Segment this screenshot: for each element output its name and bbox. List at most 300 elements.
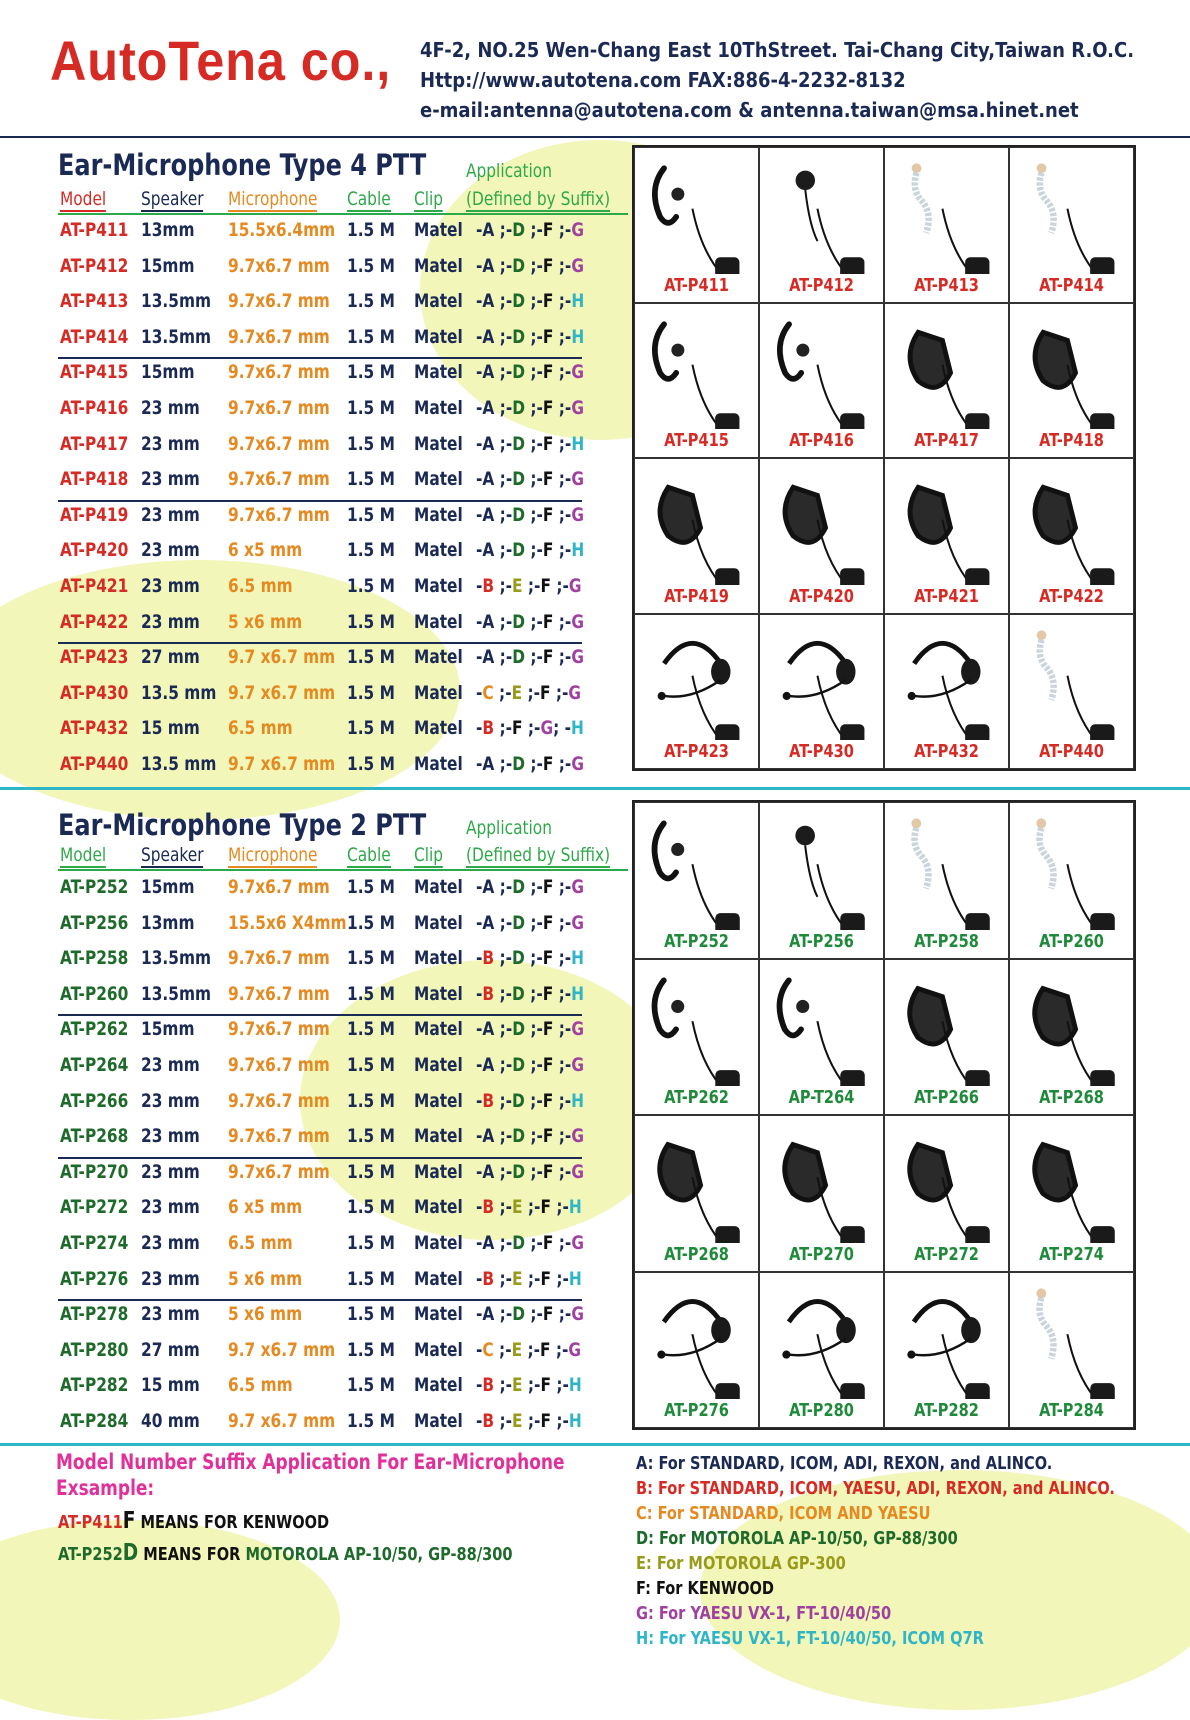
earphone-image xyxy=(766,807,877,930)
cell-application: -B ;-D ;-F ;-H xyxy=(476,1089,585,1112)
cell-cable: 1.5 M xyxy=(347,1054,395,1076)
cell-application: -B ;-E ;-F ;-H xyxy=(476,1267,582,1290)
cell-model: AT-P278 xyxy=(60,1303,129,1326)
table-row xyxy=(0,1018,640,1048)
cell-cable: 1.5 M xyxy=(347,982,395,1005)
cell-cable: 1.5 M xyxy=(347,325,395,348)
product-photo-cell xyxy=(1009,1115,1134,1272)
cell-clip: Matel xyxy=(414,1303,463,1326)
company-email[interactable]: e-mail:antenna@autotena.com & antenna.taiwan@msa.hinet.net xyxy=(420,98,1079,122)
product-photo-cell xyxy=(1009,303,1134,459)
product-photo-label: AT-P274 xyxy=(1039,1243,1104,1265)
table-row xyxy=(0,1268,640,1298)
cell-cable: 1.5 M xyxy=(347,575,395,597)
cell-clip: Matel xyxy=(414,1196,463,1219)
col-suffix: (Defined by Suffix) xyxy=(466,844,611,866)
earphone-image xyxy=(766,308,877,430)
table-row xyxy=(0,682,640,712)
cell-clip: Matel xyxy=(414,1054,463,1076)
cell-microphone: 9.7x6.7 mm xyxy=(228,876,330,898)
cell-model: AT-P414 xyxy=(60,325,129,348)
cell-cable: 1.5 M xyxy=(347,1267,395,1290)
suffix-legend-item: C: For STANDARD, ICOM AND YAESU xyxy=(636,1503,931,1524)
cell-speaker: 23 mm xyxy=(141,1089,200,1112)
product-photo-cell xyxy=(634,614,759,770)
product-photo-label: AT-P419 xyxy=(664,585,729,607)
cell-microphone: 6.5 mm xyxy=(228,1232,293,1254)
example-label: Exsample: xyxy=(56,1476,155,1500)
cell-clip: Matel xyxy=(414,911,463,934)
cell-model: AT-P268 xyxy=(60,1125,129,1148)
cell-clip: Matel xyxy=(414,1267,463,1290)
example-1-brand: KENWOOD xyxy=(242,1512,330,1533)
table-row xyxy=(0,468,640,498)
cell-microphone: 9.7x6.7 mm xyxy=(228,325,330,348)
cell-application: -C ;-E ;-F ;-G xyxy=(476,681,582,704)
section1-title: Ear-Microphone Type 4 PTT xyxy=(58,148,427,182)
cell-application: -A ;-D ;-F ;-G xyxy=(476,876,584,898)
product-photo-label: AT-P270 xyxy=(789,1243,854,1265)
table-row xyxy=(0,326,640,356)
col-model: Model xyxy=(60,188,107,210)
cell-model: AT-P413 xyxy=(60,290,129,313)
product-photo-label: AT-P418 xyxy=(1039,430,1104,451)
cell-model: AT-P440 xyxy=(60,753,129,775)
table-row xyxy=(0,947,640,977)
cell-clip: Matel xyxy=(414,1232,463,1254)
cell-cable: 1.5 M xyxy=(347,1160,395,1183)
cell-cable: 1.5 M xyxy=(347,1410,395,1432)
cell-application: -C ;-E ;-F ;-G xyxy=(476,1338,582,1361)
cell-speaker: 13mm xyxy=(141,911,195,934)
product-photo-cell xyxy=(634,1115,759,1272)
earphone-image xyxy=(891,308,1002,430)
table-row xyxy=(0,1161,640,1191)
product-photo-label: AT-P260 xyxy=(1039,930,1104,952)
product-photo-label: AT-P413 xyxy=(914,274,979,296)
cell-model: AT-P260 xyxy=(60,982,129,1005)
product-photo-label: AT-P422 xyxy=(1039,585,1104,607)
cell-application: -B ;-F ;-G; -H xyxy=(476,717,584,740)
cell-microphone: 6.5 mm xyxy=(228,1374,293,1397)
cell-clip: Matel xyxy=(414,575,463,597)
earphone-image xyxy=(766,964,877,1087)
product-photo-cell xyxy=(634,147,759,303)
cell-microphone: 6 x5 mm xyxy=(228,539,303,562)
cell-clip: Matel xyxy=(414,1160,463,1183)
cell-microphone: 9.7x6.7 mm xyxy=(228,432,330,455)
cell-speaker: 13.5mm xyxy=(141,325,212,348)
product-photo-label: AT-P415 xyxy=(664,430,729,451)
table-row xyxy=(0,1232,640,1262)
cell-clip: Matel xyxy=(414,539,463,562)
product-photo-cell xyxy=(884,802,1009,959)
table-row xyxy=(0,1054,640,1084)
cell-model: AT-P423 xyxy=(60,646,129,669)
group-divider xyxy=(58,357,582,359)
cell-clip: Matel xyxy=(414,947,463,970)
company-name: AutoTena co., xyxy=(50,29,392,92)
product-photo-cell xyxy=(759,147,884,303)
col-clip: Clip xyxy=(414,844,444,866)
product-photo-cell xyxy=(759,959,884,1116)
cell-speaker: 23 mm xyxy=(141,539,200,562)
cell-application: -A ;-D ;-F ;-G xyxy=(476,468,584,491)
cell-model: AT-P274 xyxy=(60,1232,129,1254)
cell-speaker: 23 mm xyxy=(141,1125,200,1148)
cell-cable: 1.5 M xyxy=(347,717,395,740)
cell-clip: Matel xyxy=(414,290,463,313)
cell-application: -A ;-D ;-F ;-G xyxy=(476,911,584,934)
cell-clip: Matel xyxy=(414,1125,463,1148)
cell-model: AT-P415 xyxy=(60,361,129,384)
product-photo-cell xyxy=(884,1272,1009,1429)
cell-application: -B ;-D ;-F ;-H xyxy=(476,982,585,1005)
cell-model: AT-P420 xyxy=(60,539,129,562)
cell-microphone: 9.7x6.7 mm xyxy=(228,290,330,313)
col-cable: Cable xyxy=(347,188,391,210)
cell-application: -B ;-E ;-F ;-G xyxy=(476,575,582,597)
cell-speaker: 13.5mm xyxy=(141,982,212,1005)
section1-photo-grid xyxy=(632,145,1136,771)
earphone-image xyxy=(641,807,752,930)
example-2 xyxy=(58,1540,513,1566)
earphone-image xyxy=(891,964,1002,1087)
earphone-image xyxy=(891,807,1002,930)
cell-application: -A ;-D ;-F ;-G xyxy=(476,1125,584,1148)
earphone-image xyxy=(891,619,1002,741)
product-photo-cell xyxy=(1009,614,1134,770)
cell-speaker: 13mm xyxy=(141,219,195,241)
cell-model: AT-P266 xyxy=(60,1089,129,1112)
cell-application: -A ;-D ;-F ;-G xyxy=(476,1303,584,1326)
product-photo-label: AT-P282 xyxy=(914,1400,979,1421)
cell-cable: 1.5 M xyxy=(347,1125,395,1148)
cell-microphone: 5 x6 mm xyxy=(228,610,303,633)
cell-clip: Matel xyxy=(414,753,463,775)
cell-cable: 1.5 M xyxy=(347,1374,395,1397)
product-photo-label: AT-P416 xyxy=(789,430,854,451)
cell-microphone: 9.7x6.7 mm xyxy=(228,1089,330,1112)
cell-model: AT-P411 xyxy=(60,219,129,241)
earphone-image xyxy=(1016,1277,1127,1400)
cell-microphone: 15.5x6.4mm xyxy=(228,219,336,241)
cell-clip: Matel xyxy=(414,646,463,669)
cell-microphone: 9.7 x6.7 mm xyxy=(228,753,336,775)
cell-microphone: 9.7x6.7 mm xyxy=(228,361,330,384)
suffix-legend-item: E: For MOTOROLA GP-300 xyxy=(636,1553,846,1574)
cell-model: AT-P419 xyxy=(60,503,129,526)
table-row xyxy=(0,1125,640,1155)
product-photo-label: AT-P417 xyxy=(914,430,979,451)
cell-clip: Matel xyxy=(414,1089,463,1112)
cell-application: -A ;-D ;-F ;-G xyxy=(476,1054,584,1076)
cell-clip: Matel xyxy=(414,325,463,348)
table-row xyxy=(0,1374,640,1404)
product-photo-cell xyxy=(884,458,1009,614)
cell-cable: 1.5 M xyxy=(347,468,395,491)
cell-clip: Matel xyxy=(414,503,463,526)
col-speaker: Speaker xyxy=(141,188,204,210)
cell-speaker: 15mm xyxy=(141,361,195,384)
table-row xyxy=(0,1339,640,1369)
cell-cable: 1.5 M xyxy=(347,1338,395,1361)
product-photo-cell xyxy=(634,959,759,1116)
product-photo-label: AT-P432 xyxy=(914,741,979,762)
cell-application: -A ;-D ;-F ;-G xyxy=(476,254,584,277)
product-photo-label: AT-P423 xyxy=(664,741,729,762)
cell-model: AT-P262 xyxy=(60,1018,129,1041)
table-row xyxy=(0,912,640,942)
cell-speaker: 15 mm xyxy=(141,1374,200,1397)
cell-microphone: 9.7 x6.7 mm xyxy=(228,681,336,704)
cell-clip: Matel xyxy=(414,1374,463,1397)
earphone-image xyxy=(1016,308,1127,430)
cell-cable: 1.5 M xyxy=(347,254,395,277)
product-photo-label: AT-P252 xyxy=(664,930,729,952)
product-photo-label: AT-P421 xyxy=(914,585,979,607)
product-photo-cell xyxy=(884,303,1009,459)
earphone-image xyxy=(891,1277,1002,1400)
cell-application: -A ;-D ;-F ;-G xyxy=(476,219,584,241)
header-divider xyxy=(0,136,1190,138)
cell-clip: Matel xyxy=(414,1018,463,1041)
cell-clip: Matel xyxy=(414,1410,463,1432)
earphone-image xyxy=(1016,964,1127,1087)
cell-speaker: 23 mm xyxy=(141,503,200,526)
product-photo-cell xyxy=(634,458,759,614)
earphone-image xyxy=(891,1120,1002,1243)
section2-header-underline xyxy=(58,869,628,871)
section1-application-label: Application xyxy=(466,160,552,182)
cell-microphone: 9.7x6.7 mm xyxy=(228,947,330,970)
section2-photo-grid xyxy=(632,800,1136,1430)
table-row xyxy=(0,753,640,783)
cell-model: AT-P418 xyxy=(60,468,129,491)
cell-model: AT-P284 xyxy=(60,1410,129,1432)
cell-speaker: 15mm xyxy=(141,1018,195,1041)
table-row xyxy=(0,717,640,747)
cell-speaker: 15mm xyxy=(141,254,195,277)
earphone-image xyxy=(766,1120,877,1243)
company-web-fax[interactable]: Http://www.autotena.com FAX:886-4-2232-8132 xyxy=(420,68,906,92)
table-row xyxy=(0,575,640,605)
example-2-brand: MOTOROLA AP-10/50, GP-88/300 xyxy=(245,1544,513,1565)
cell-speaker: 15 mm xyxy=(141,717,200,740)
cell-application: -B ;-E ;-F ;-H xyxy=(476,1410,582,1432)
product-photo-cell xyxy=(634,303,759,459)
cell-clip: Matel xyxy=(414,468,463,491)
example-2-letter: D xyxy=(122,1540,139,1566)
cell-cable: 1.5 M xyxy=(347,947,395,970)
product-photo-cell xyxy=(884,1115,1009,1272)
product-photo-label: AT-P440 xyxy=(1039,741,1104,762)
table-row xyxy=(0,539,640,569)
earphone-image xyxy=(641,152,752,274)
product-photo-cell xyxy=(1009,458,1134,614)
cell-microphone: 5 x6 mm xyxy=(228,1303,303,1326)
cell-application: -A ;-D ;-F ;-G xyxy=(476,1018,584,1041)
group-divider xyxy=(58,1014,582,1016)
table-row xyxy=(0,646,640,676)
cell-cable: 1.5 M xyxy=(347,610,395,633)
product-photo-cell xyxy=(884,614,1009,770)
cell-clip: Matel xyxy=(414,432,463,455)
cell-microphone: 9.7x6.7 mm xyxy=(228,1018,330,1041)
earphone-image xyxy=(1016,619,1127,741)
cell-speaker: 23 mm xyxy=(141,610,200,633)
cell-cable: 1.5 M xyxy=(347,753,395,775)
cell-cable: 1.5 M xyxy=(347,911,395,934)
example-2-means: MEANS FOR xyxy=(138,1544,246,1565)
suffix-title: Model Number Suffix Application For Ear-Microphone xyxy=(56,1450,565,1474)
cell-model: AT-P280 xyxy=(60,1338,129,1361)
cell-cable: 1.5 M xyxy=(347,1232,395,1254)
cell-clip: Matel xyxy=(414,610,463,633)
section-divider xyxy=(0,1443,1190,1446)
cell-model: AT-P256 xyxy=(60,911,129,934)
cell-application: -A ;-D ;-F ;-G xyxy=(476,646,584,669)
product-photo-cell xyxy=(634,802,759,959)
cell-model: AT-P422 xyxy=(60,610,129,633)
cell-microphone: 15.5x6 X4mm xyxy=(228,911,347,934)
section1-header-underline xyxy=(58,213,628,215)
product-photo-cell xyxy=(884,959,1009,1116)
table-row xyxy=(0,876,640,906)
cell-microphone: 9.7x6.7 mm xyxy=(228,468,330,491)
cell-speaker: 23 mm xyxy=(141,575,200,597)
cell-clip: Matel xyxy=(414,681,463,704)
table-row xyxy=(0,1090,640,1120)
cell-cable: 1.5 M xyxy=(347,397,395,419)
cell-microphone: 6.5 mm xyxy=(228,575,293,597)
earphone-image xyxy=(641,619,752,741)
product-photo-cell xyxy=(884,147,1009,303)
section2-application-label: Application xyxy=(466,817,552,839)
cell-application: -A ;-D ;-F ;-G xyxy=(476,610,584,633)
product-photo-label: AT-P411 xyxy=(664,274,729,296)
earphone-image xyxy=(891,463,1002,585)
table-row xyxy=(0,504,640,534)
cell-model: AT-P417 xyxy=(60,432,129,455)
product-photo-cell xyxy=(634,1272,759,1429)
suffix-legend-item: F: For KENWOOD xyxy=(636,1578,774,1599)
cell-application: -A ;-D ;-F ;-G xyxy=(476,397,584,419)
earphone-image xyxy=(1016,807,1127,930)
cell-cable: 1.5 M xyxy=(347,681,395,704)
company-address: 4F-2, NO.25 Wen-Chang East 10ThStreet. Tai-Chang City,Taiwan R.O.C. xyxy=(420,38,1135,62)
earphone-image xyxy=(641,1120,752,1243)
product-photo-cell xyxy=(759,303,884,459)
cell-model: AT-P258 xyxy=(60,947,129,970)
cell-microphone: 6 x5 mm xyxy=(228,1196,303,1219)
cell-microphone: 9.7x6.7 mm xyxy=(228,1054,330,1076)
table-row xyxy=(0,361,640,391)
cell-clip: Matel xyxy=(414,717,463,740)
earphone-image xyxy=(766,152,877,274)
suffix-legend-item: B: For STANDARD, ICOM, YAESU, ADI, REXON, and ALINCO. xyxy=(636,1478,1115,1499)
cell-speaker: 23 mm xyxy=(141,1196,200,1219)
group-divider xyxy=(58,500,582,502)
cell-model: AT-P282 xyxy=(60,1374,129,1397)
cell-application: -A ;-D ;-F ;-G xyxy=(476,503,584,526)
cell-model: AT-P276 xyxy=(60,1267,129,1290)
cell-speaker: 23 mm xyxy=(141,432,200,455)
suffix-legend-item: A: For STANDARD, ICOM, ADI, REXON, and ALINCO. xyxy=(636,1453,1053,1474)
cell-cable: 1.5 M xyxy=(347,646,395,669)
cell-clip: Matel xyxy=(414,219,463,241)
cell-application: -A ;-D ;-F ;-G xyxy=(476,1232,584,1254)
earphone-image xyxy=(641,463,752,585)
product-photo-label: AT-P412 xyxy=(789,274,854,296)
group-divider xyxy=(58,1157,582,1159)
cell-clip: Matel xyxy=(414,397,463,419)
cell-speaker: 13.5 mm xyxy=(141,681,217,704)
col-microphone: Microphone xyxy=(228,188,318,210)
cell-microphone: 9.7x6.7 mm xyxy=(228,1125,330,1148)
cell-microphone: 9.7 x6.7 mm xyxy=(228,1410,336,1432)
product-photo-cell xyxy=(759,802,884,959)
cell-speaker: 15mm xyxy=(141,876,195,898)
table-row xyxy=(0,433,640,463)
product-photo-label: AT-P256 xyxy=(789,930,854,952)
earphone-image xyxy=(1016,1120,1127,1243)
cell-microphone: 9.7x6.7 mm xyxy=(228,503,330,526)
product-photo-cell xyxy=(1009,147,1134,303)
suffix-legend-item: H: For YAESU VX-1, FT-10/40/50, ICOM Q7R xyxy=(636,1628,984,1649)
cell-speaker: 13.5 mm xyxy=(141,753,217,775)
cell-model: AT-P432 xyxy=(60,717,129,740)
earphone-image xyxy=(891,152,1002,274)
product-photo-cell xyxy=(1009,959,1134,1116)
earphone-image xyxy=(1016,152,1127,274)
example-1-model: AT-P411 xyxy=(58,1512,123,1533)
cell-application: -A ;-D ;-F ;-G xyxy=(476,1160,584,1183)
section2-title: Ear-Microphone Type 2 PTT xyxy=(58,808,427,842)
product-photo-label: AT-P258 xyxy=(914,930,979,952)
cell-microphone: 9.7x6.7 mm xyxy=(228,397,330,419)
cell-application: -B ;-E ;-F ;-H xyxy=(476,1196,582,1219)
example-1-means: MEANS FOR xyxy=(135,1512,243,1533)
table-row xyxy=(0,290,640,320)
cell-application: -A ;-D ;-F ;-H xyxy=(476,432,585,455)
cell-microphone: 9.7 x6.7 mm xyxy=(228,1338,336,1361)
example-1 xyxy=(58,1508,329,1534)
col-suffix: (Defined by Suffix) xyxy=(466,188,611,210)
cell-cable: 1.5 M xyxy=(347,876,395,898)
col-speaker: Speaker xyxy=(141,844,204,866)
table-row xyxy=(0,397,640,427)
cell-microphone: 6.5 mm xyxy=(228,717,293,740)
group-divider xyxy=(58,642,582,644)
cell-clip: Matel xyxy=(414,876,463,898)
cell-speaker: 27 mm xyxy=(141,1338,200,1361)
cell-model: AT-P416 xyxy=(60,397,129,419)
cell-microphone: 9.7x6.7 mm xyxy=(228,982,330,1005)
cell-model: AT-P421 xyxy=(60,575,129,597)
cell-application: -A ;-D ;-F ;-H xyxy=(476,325,585,348)
section-divider xyxy=(0,787,1190,790)
cell-speaker: 23 mm xyxy=(141,1267,200,1290)
table-row xyxy=(0,1303,640,1333)
table-row xyxy=(0,255,640,285)
cell-clip: Matel xyxy=(414,361,463,384)
product-photo-cell xyxy=(1009,802,1134,959)
cell-cable: 1.5 M xyxy=(347,539,395,562)
earphone-image xyxy=(641,308,752,430)
cell-speaker: 13.5mm xyxy=(141,290,212,313)
suffix-legend-item: G: For YAESU VX-1, FT-10/40/50 xyxy=(636,1603,892,1624)
